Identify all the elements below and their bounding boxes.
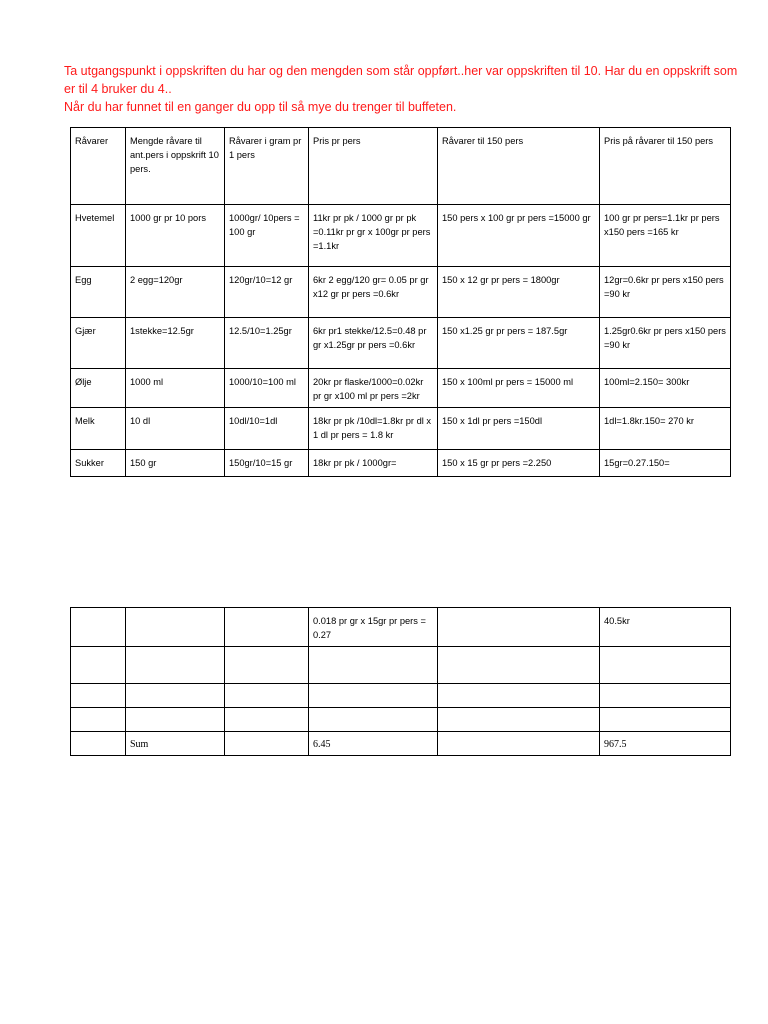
table-cell: 150 pers x 100 gr pr pers =15000 gr xyxy=(438,205,600,267)
table-cell: 40.5kr xyxy=(600,608,731,647)
table-cell xyxy=(309,684,438,708)
table-row xyxy=(71,205,731,267)
table-row xyxy=(71,369,731,408)
table-cell xyxy=(438,684,600,708)
table-cell xyxy=(309,708,438,732)
table-cell xyxy=(438,708,600,732)
table-cell: 1stekke=12.5gr xyxy=(126,318,225,369)
sum-label: Sum xyxy=(126,732,225,756)
table-cell xyxy=(71,684,126,708)
table-cell: 150gr/10=15 gr xyxy=(225,450,309,477)
table-cell: 12.5/10=1.25gr xyxy=(225,318,309,369)
sum-price-150-persons: 967.5 xyxy=(600,732,731,756)
instructions xyxy=(64,62,744,116)
table-cell: Egg xyxy=(71,267,126,318)
table-row xyxy=(71,408,731,450)
instructions-line-1: Ta utgangspunkt i oppskriften du har og den mengden som står oppført..her var oppskriften til 10. Har du en oppskrift som er til 4 bruker du 4.. xyxy=(64,64,738,96)
table-cell: Melk xyxy=(71,408,126,450)
table-cell: 1000/10=100 ml xyxy=(225,369,309,408)
table-cell: 1000 ml xyxy=(126,369,225,408)
continuation-table xyxy=(70,607,731,756)
table-cell xyxy=(600,684,731,708)
table-cell: 150 gr xyxy=(126,450,225,477)
header-cell: Pris pr pers xyxy=(309,128,438,205)
table-row xyxy=(71,267,731,318)
table-cell xyxy=(71,647,126,684)
table-cell: 6kr pr1 stekke/12.5=0.48 pr gr x1.25gr pr pers =0.6kr xyxy=(309,318,438,369)
table-cell: 1.25gr0.6kr pr pers x150 pers =90 kr xyxy=(600,318,731,369)
table-row xyxy=(71,708,731,732)
table-cell: 2 egg=120gr xyxy=(126,267,225,318)
table-row xyxy=(71,450,731,477)
sum-price-per-person: 6.45 xyxy=(309,732,438,756)
table-cell: 120gr/10=12 gr xyxy=(225,267,309,318)
ingredients-table xyxy=(70,127,731,477)
table-cell: 150 x1.25 gr pr pers = 187.5gr xyxy=(438,318,600,369)
table-cell: 18kr pr pk /10dl=1.8kr pr dl x 1 dl pr pers = 1.8 kr xyxy=(309,408,438,450)
table-cell: 150 x 1dl pr pers =150dl xyxy=(438,408,600,450)
header-cell: Råvarer xyxy=(71,128,126,205)
table-cell: Hvetemel xyxy=(71,205,126,267)
table-cell: 15gr=0.27.150= xyxy=(600,450,731,477)
table-cell xyxy=(126,684,225,708)
header-cell: Mengde råvare til ant.pers i oppskrift 10 pers. xyxy=(126,128,225,205)
table-cell: 18kr pr pk / 1000gr= xyxy=(309,450,438,477)
table-cell xyxy=(225,732,309,756)
table-cell xyxy=(126,708,225,732)
table-cell: 6kr 2 egg/120 gr= 0.05 pr gr x12 gr pr pers =0.6kr xyxy=(309,267,438,318)
table-cell: 150 x 15 gr pr pers =2.250 xyxy=(438,450,600,477)
table-cell xyxy=(438,608,600,647)
table-row xyxy=(71,647,731,684)
table-cell: 10 dl xyxy=(126,408,225,450)
table-header-row xyxy=(71,128,731,205)
table-cell xyxy=(225,647,309,684)
table-cell: 100ml=2.150= 300kr xyxy=(600,369,731,408)
table-cell xyxy=(71,732,126,756)
table-cell xyxy=(438,732,600,756)
table-cell xyxy=(225,708,309,732)
table-cell xyxy=(126,647,225,684)
table-cell: 150 x 100ml pr pers = 15000 ml xyxy=(438,369,600,408)
instructions-line-2: Når du har funnet til en ganger du opp til så mye du trenger til buffeten. xyxy=(64,100,457,114)
table-cell xyxy=(438,647,600,684)
table-cell xyxy=(225,684,309,708)
table-cell xyxy=(309,647,438,684)
table-cell: 12gr=0.6kr pr pers x150 pers =90 kr xyxy=(600,267,731,318)
table-cell xyxy=(225,608,309,647)
header-cell: Pris på råvarer til 150 pers xyxy=(600,128,731,205)
table-cell xyxy=(600,647,731,684)
table-cell: 0.018 pr gr x 15gr pr pers = 0.27 xyxy=(309,608,438,647)
table-cell: 1dl=1.8kr.150= 270 kr xyxy=(600,408,731,450)
header-cell: Råvarer i gram pr 1 pers xyxy=(225,128,309,205)
table-cell xyxy=(71,708,126,732)
table-cell: 11kr pr pk / 1000 gr pr pk =0.11kr pr gr x 100gr pr pers =1.1kr xyxy=(309,205,438,267)
table-cell: Ølje xyxy=(71,369,126,408)
table-cell: 20kr pr flaske/1000=0.02kr pr gr x100 ml pr pers =2kr xyxy=(309,369,438,408)
table-row xyxy=(71,684,731,708)
table-cell: 1000gr/ 10pers = 100 gr xyxy=(225,205,309,267)
header-cell: Råvarer til 150 pers xyxy=(438,128,600,205)
table-row xyxy=(71,608,731,647)
table-cell xyxy=(71,608,126,647)
table-cell: 10dl/10=1dl xyxy=(225,408,309,450)
table-cell: Sukker xyxy=(71,450,126,477)
table-row xyxy=(71,318,731,369)
table-cell: 150 x 12 gr pr pers = 1800gr xyxy=(438,267,600,318)
table-cell: 100 gr pr pers=1.1kr pr pers x150 pers =165 kr xyxy=(600,205,731,267)
table-cell: Gjær xyxy=(71,318,126,369)
table-cell xyxy=(600,708,731,732)
table-cell: 1000 gr pr 10 pors xyxy=(126,205,225,267)
table-cell xyxy=(126,608,225,647)
sum-row xyxy=(71,732,731,756)
